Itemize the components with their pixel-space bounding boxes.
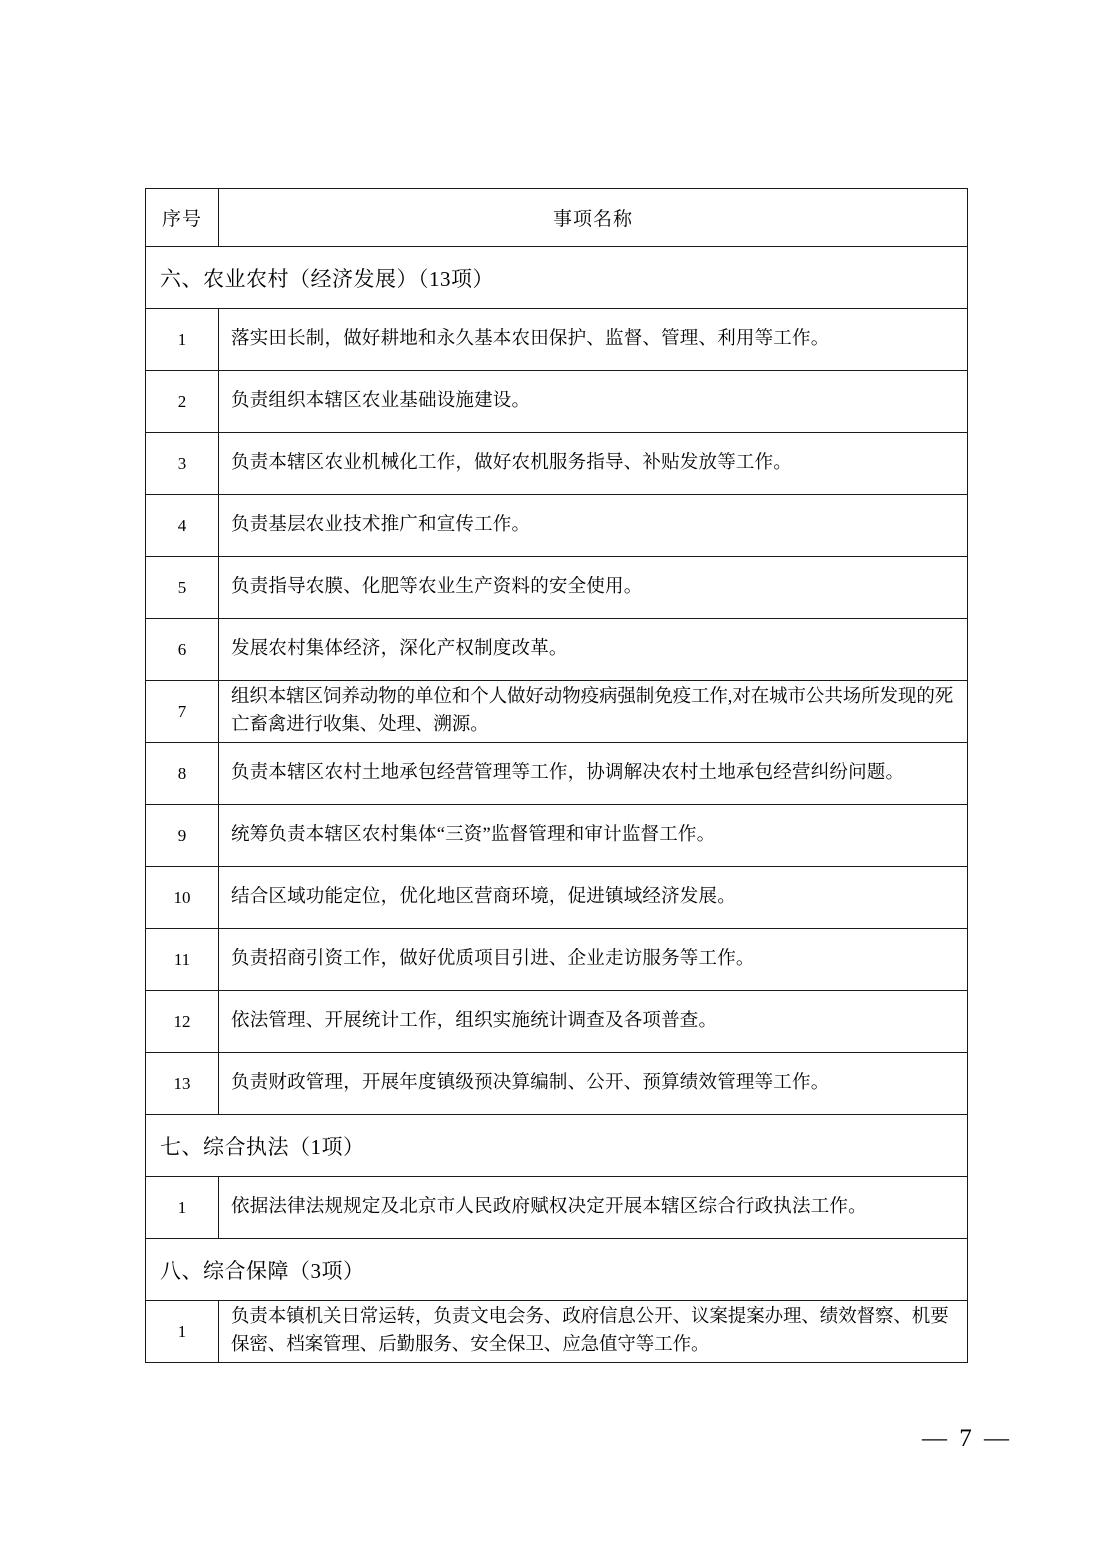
row-number: 13: [146, 1053, 219, 1115]
table-row: [146, 805, 968, 867]
row-item-text: [219, 681, 968, 743]
row-item-line: 发展农村集体经济，深化产权制度改革。: [231, 639, 568, 660]
row-number: 3: [146, 433, 219, 495]
row-item-line: 负责本镇机关日常运转，负责文电会务、政府信息公开、议案提案办理、绩效督察、机要保密、档案管理、后勤服务、安全保卫、应急值守等工作。: [231, 1306, 949, 1355]
table-row: [146, 495, 968, 557]
table-row: [146, 929, 968, 991]
page-number: — 7 —: [922, 1425, 1012, 1452]
row-item-text: [219, 805, 968, 867]
row-item-line: 负责招商引资工作，做好优质项目引进、企业走访服务等工作。: [231, 949, 755, 970]
table-row: [146, 371, 968, 433]
row-item-text: [219, 309, 968, 371]
row-item-line: 依据法律法规规定及北京市人民政府赋权决定开展本辖区综合行政执法工作。: [231, 1197, 867, 1218]
row-item-line: 负责本辖区农村土地承包经营管理等工作，协调解决农村土地承包经营纠纷问题。: [231, 763, 905, 784]
section-header-row: [146, 1239, 968, 1301]
row-item-text: [219, 743, 968, 805]
table-row: [146, 557, 968, 619]
row-number: 10: [146, 867, 219, 929]
row-number: 5: [146, 557, 219, 619]
row-item-text: [219, 619, 968, 681]
row-item-line: 依法管理、开展统计工作，组织实施统计调查及各项普查。: [231, 1011, 718, 1032]
row-item-text: [219, 371, 968, 433]
table-row: [146, 433, 968, 495]
row-number: 1: [146, 1177, 219, 1239]
column-header-item-name: 事项名称: [219, 189, 968, 247]
row-number: 1: [146, 309, 219, 371]
column-header-sequence: 序号: [146, 189, 219, 247]
row-number: 6: [146, 619, 219, 681]
row-item-line: 负责本辖区农业机械化工作，做好农机服务指导、补贴发放等工作。: [231, 453, 793, 474]
table-row: [146, 1053, 968, 1115]
table-row: [146, 991, 968, 1053]
row-item-text: [219, 433, 968, 495]
table-row: [146, 1301, 968, 1363]
row-item-line: 组织本辖区饲养动物的单位和个人做好动物疫病强制免疫工作,对在城市公共场所发现的死亡畜禽进行收集、处理、溯源。: [231, 686, 954, 735]
section-title-agriculture: 六、农业农村（经济发展）（13项）: [146, 247, 968, 309]
table-row: [146, 309, 968, 371]
row-item-line: 负责财政管理，开展年度镇级预决算编制、公开、预算绩效管理等工作。: [231, 1073, 830, 1094]
row-item-text: [219, 1177, 968, 1239]
section-header-row: [146, 247, 968, 309]
row-number: 8: [146, 743, 219, 805]
table-header-row: [146, 189, 968, 247]
row-item-line: 负责组织本辖区农业基础设施建设。: [231, 391, 531, 412]
row-number: 4: [146, 495, 219, 557]
section-title-comprehensive-support: 八、综合保障（3项）: [146, 1239, 968, 1301]
row-number: 12: [146, 991, 219, 1053]
row-item-text: [219, 1053, 968, 1115]
row-number: 11: [146, 929, 219, 991]
row-item-text: [219, 495, 968, 557]
row-item-line: 统筹负责本辖区农村集体“三资”监督管理和审计监督工作。: [231, 825, 716, 846]
row-number: 9: [146, 805, 219, 867]
row-item-line: 负责基层农业技术推广和宣传工作。: [231, 515, 531, 536]
row-item-text: [219, 1301, 968, 1363]
row-item-line: 结合区域功能定位，优化地区营商环境，促进镇域经济发展。: [231, 887, 736, 908]
row-item-line: 落实田长制，做好耕地和永久基本农田保护、监督、管理、利用等工作。: [231, 329, 830, 350]
table-row: [146, 743, 968, 805]
row-number: 2: [146, 371, 219, 433]
duty-list-table: [145, 188, 968, 1363]
table-row: [146, 681, 968, 743]
section-header-row: [146, 1115, 968, 1177]
row-item-text: [219, 991, 968, 1053]
row-item-text: [219, 557, 968, 619]
table-row: [146, 867, 968, 929]
table-row: [146, 1177, 968, 1239]
section-title-comprehensive-enforcement: 七、综合执法（1项）: [146, 1115, 968, 1177]
row-number: 1: [146, 1301, 219, 1363]
row-item-text: [219, 867, 968, 929]
table-row: [146, 619, 968, 681]
row-number: 7: [146, 681, 219, 743]
row-item-text: [219, 929, 968, 991]
row-item-line: 负责指导农膜、化肥等农业生产资料的安全使用。: [231, 577, 643, 598]
